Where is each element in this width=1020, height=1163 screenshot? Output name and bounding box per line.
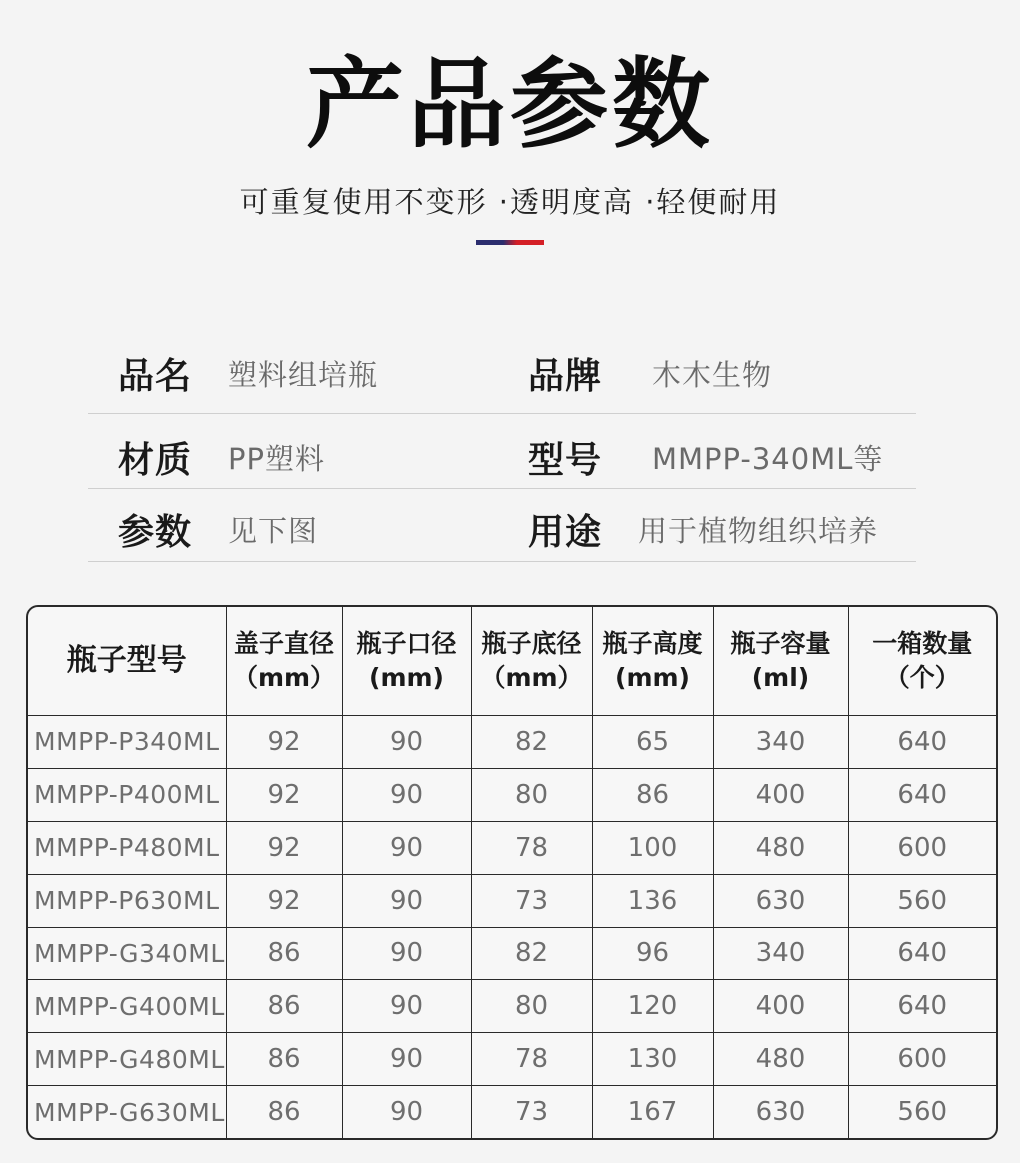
spec-label: 参数 (118, 511, 193, 553)
table-cell: 92 (226, 821, 342, 874)
spec-label: 型号 (528, 439, 603, 481)
table-cell: 340 (713, 927, 848, 980)
spec-label: 用途 (528, 511, 603, 553)
table-cell: 640 (848, 927, 996, 980)
table-cell: 86 (226, 1086, 342, 1138)
model-cell: MMPP-P630ML (28, 874, 226, 927)
table-cell: 73 (471, 874, 592, 927)
divider (88, 413, 916, 414)
divider (88, 488, 916, 489)
page-subtitle: 可重复使用不变形 ·透明度高 ·轻便耐用 (239, 185, 781, 219)
table-cell: 92 (226, 716, 342, 769)
model-cell: MMPP-P400ML (28, 768, 226, 821)
spec-label: 材质 (118, 439, 193, 481)
table-cell: 130 (592, 1033, 713, 1086)
spec-value: 塑料组培瓶 (228, 357, 379, 392)
column-header: 瓶子口径 (mm) (342, 607, 471, 716)
table-cell: 480 (713, 821, 848, 874)
table-cell: 100 (592, 821, 713, 874)
table-cell: 400 (713, 980, 848, 1033)
table-cell: 73 (471, 1086, 592, 1138)
table-cell: 640 (848, 980, 996, 1033)
table-cell: 86 (226, 1033, 342, 1086)
model-cell: MMPP-G340ML (28, 927, 226, 980)
table-cell: 600 (848, 1033, 996, 1086)
spec-row (88, 336, 916, 410)
table-cell: 560 (848, 874, 996, 927)
table-row (28, 927, 996, 980)
spec-value: PP塑料 (228, 441, 325, 476)
table-cell: 630 (713, 1086, 848, 1138)
table-cell: 400 (713, 768, 848, 821)
spec-label: 品牌 (528, 355, 603, 397)
table-cell: 560 (848, 1086, 996, 1138)
model-cell: MMPP-P340ML (28, 716, 226, 769)
accent-bar (476, 240, 544, 245)
table-cell: 167 (592, 1086, 713, 1138)
table-header-row (28, 607, 996, 716)
table-cell: 600 (848, 821, 996, 874)
table-cell: 90 (342, 927, 471, 980)
table-cell: 92 (226, 768, 342, 821)
spec-value: 用于植物组织培养 (638, 513, 879, 548)
table-cell: 90 (342, 874, 471, 927)
table-cell: 120 (592, 980, 713, 1033)
table-row (28, 1086, 996, 1138)
spec-value: 见下图 (228, 513, 319, 548)
column-header: 瓶子容量 (ml) (713, 607, 848, 716)
table-row (28, 980, 996, 1033)
table-row (28, 821, 996, 874)
page-title: 产品参数 (305, 48, 714, 162)
table-cell: 96 (592, 927, 713, 980)
column-header: 瓶子底径 （mm） (471, 607, 592, 716)
table-cell: 640 (848, 716, 996, 769)
table-row (28, 768, 996, 821)
table-cell: 90 (342, 821, 471, 874)
parameter-table (26, 605, 998, 1140)
model-cell: MMPP-G630ML (28, 1086, 226, 1138)
spec-row (88, 492, 916, 566)
table-cell: 340 (713, 716, 848, 769)
column-header: 一箱数量 （个） (848, 607, 996, 716)
table-cell: 90 (342, 1086, 471, 1138)
table-cell: 630 (713, 874, 848, 927)
column-header: 瓶子型号 (28, 607, 226, 716)
spec-row (88, 420, 916, 494)
table-cell: 480 (713, 1033, 848, 1086)
model-cell: MMPP-G400ML (28, 980, 226, 1033)
column-header: 盖子直径 （mm） (226, 607, 342, 716)
table-cell: 86 (592, 768, 713, 821)
model-cell: MMPP-P480ML (28, 821, 226, 874)
table-cell: 136 (592, 874, 713, 927)
table-cell: 92 (226, 874, 342, 927)
table-cell: 82 (471, 927, 592, 980)
spec-value: 木木生物 (652, 357, 773, 392)
table-cell: 65 (592, 716, 713, 769)
spec-label: 品名 (118, 355, 193, 397)
table-cell: 90 (342, 768, 471, 821)
divider (88, 561, 916, 562)
table-cell: 90 (342, 716, 471, 769)
table-cell: 80 (471, 768, 592, 821)
table-row (28, 1033, 996, 1086)
table-cell: 90 (342, 980, 471, 1033)
model-cell: MMPP-G480ML (28, 1033, 226, 1086)
table-cell: 82 (471, 716, 592, 769)
table-row (28, 874, 996, 927)
table-cell: 86 (226, 980, 342, 1033)
table-cell: 86 (226, 927, 342, 980)
table-row (28, 716, 996, 769)
table-cell: 80 (471, 980, 592, 1033)
table-cell: 78 (471, 1033, 592, 1086)
table-cell: 640 (848, 768, 996, 821)
table-cell: 78 (471, 821, 592, 874)
column-header: 瓶子高度 (mm) (592, 607, 713, 716)
table-cell: 90 (342, 1033, 471, 1086)
spec-value: MMPP-340ML等 (652, 441, 884, 476)
